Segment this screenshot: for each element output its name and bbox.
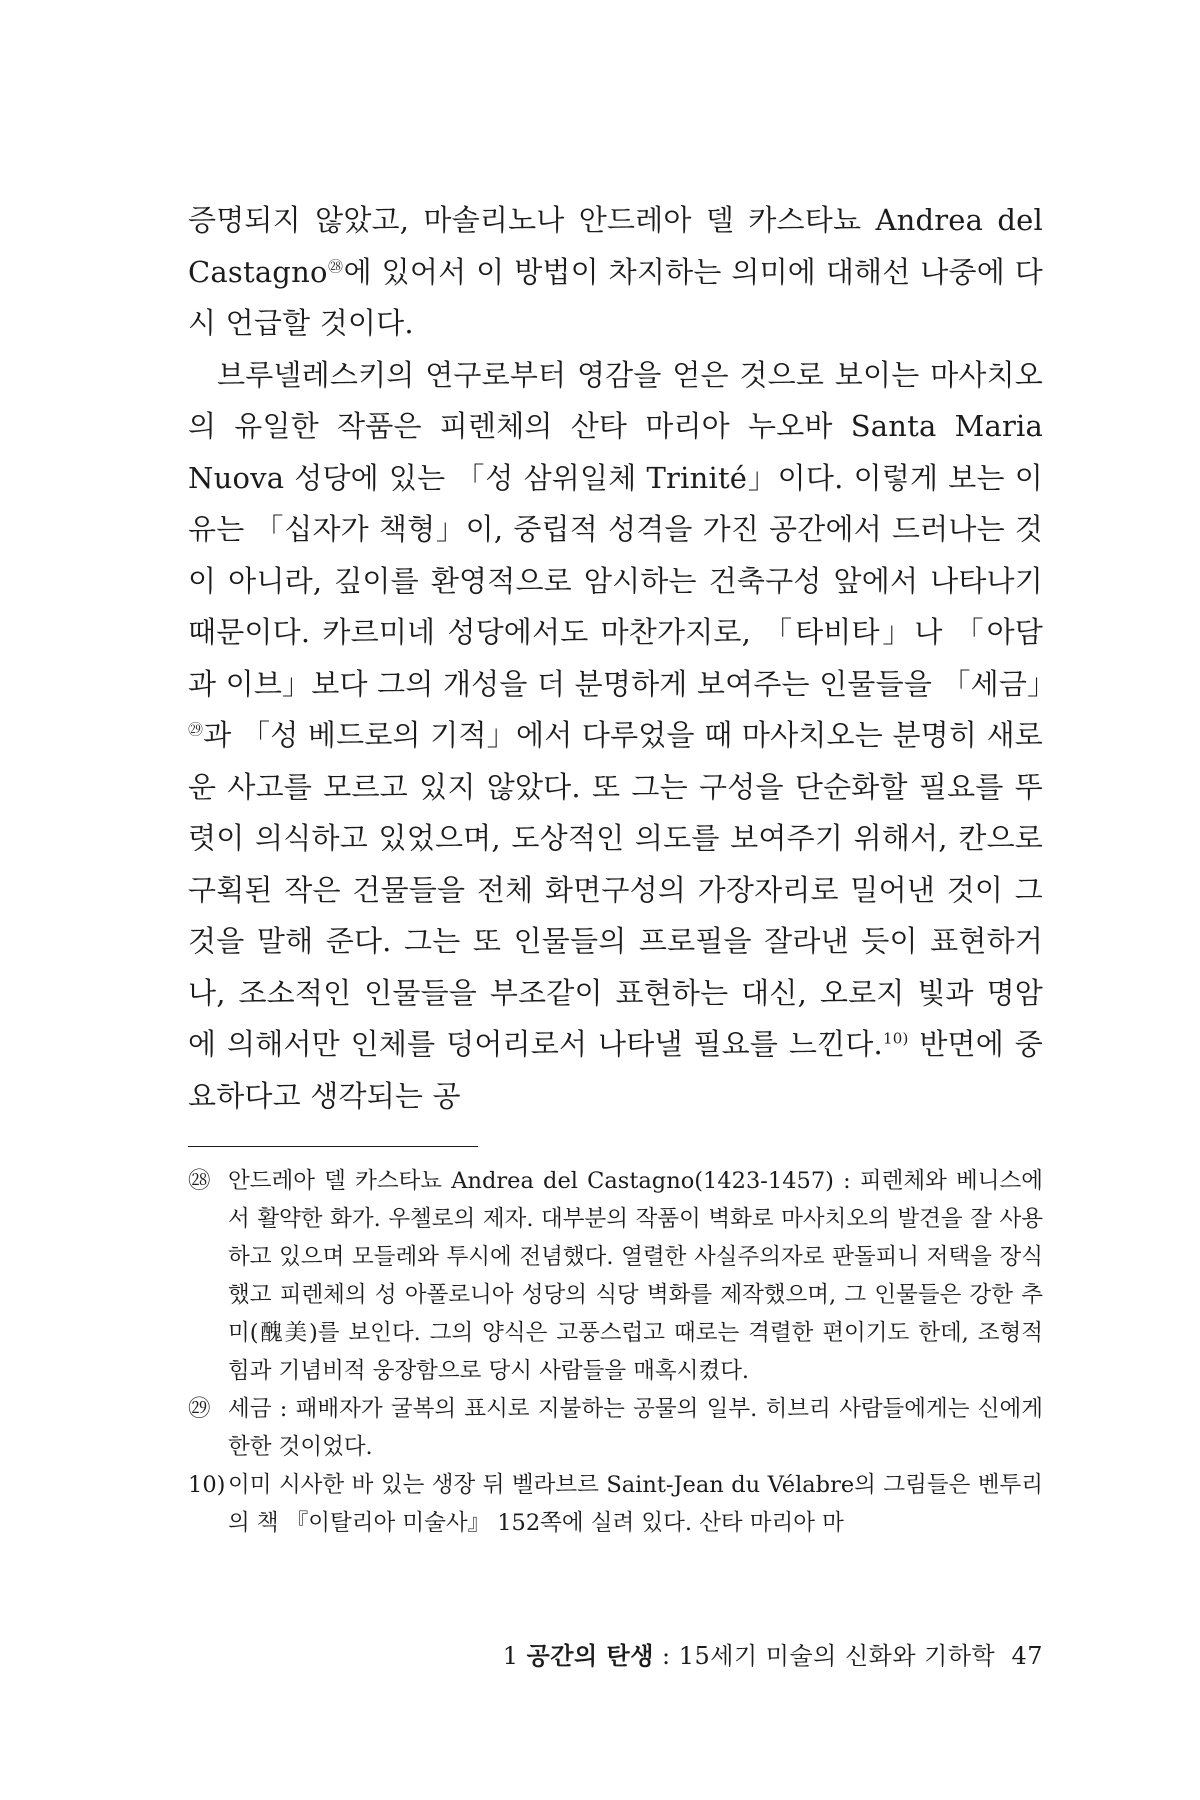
footnote-10	[188, 1466, 1043, 1542]
footnote-text: 세금 : 패배자가 굴복의 표시로 지불하는 공물의 일부. 히브리 사람들에게는 신에게 한한 것이었다.	[228, 1396, 1043, 1460]
footnote-text: 이미 시사한 바 있는 생장 뒤 벨라브르 Saint-Jean du Vélabre의 그림들은 벤투리의 책 『이탈리아 미술사』 152쪽에 실려 있다. 산타 마리아 마	[228, 1472, 1043, 1536]
footnote-ref-28[interactable]: ㉘	[327, 256, 344, 275]
running-footer	[503, 1636, 1043, 1671]
chapter-title: 공간의 탄생	[526, 1641, 654, 1670]
footnote-29	[188, 1390, 1043, 1466]
footnote-mark: ㉙	[188, 1396, 211, 1422]
footnote-text: 안드레아 델 카스타뇨 Andrea del Castagno(1423-1457) : 피렌체와 베니스에서 활약한 화가. 우첼로의 제자. 대부분의 작품이 벽화로 마사치오의 발견을 잘 사용하고 있으며 모들레와 투시에 전념했다. 열렬한 사실주의자로 판돌피니 저택을 장식했고 피렌체의 성 아폴로니아 성당의 식당 벽화를 제작했으며, 그 인물들은 강한 추미(醜美)를 보인다. 그의 양식은 고풍스럽고 때로는 격렬한 편이기도 한데, 조형적 힘과 기념비적 웅장함으로 당시 사람들을 매혹시켰다.	[228, 1168, 1043, 1384]
page-number: 47	[1011, 1642, 1043, 1670]
footnote-ref-29[interactable]: ㉙	[188, 720, 204, 739]
footnote-mark: 10)	[188, 1472, 226, 1498]
footnote-mark: ㉘	[188, 1168, 211, 1194]
footnotes	[188, 1162, 1043, 1542]
body-text	[188, 195, 1057, 1122]
paragraph-1: 증명되지 않았고, 마솔리노나 안드레아 델 카스타뇨 Andrea del Castagno$^㉘$에 있어서 이 방법이 차지하는 의미에 대해선 나중에 다시 언급할 것이다.	[188, 203, 1043, 340]
chapter-number: 1	[502, 1642, 519, 1670]
chapter-subtitle: : 15세기 미술의 신화와 기하학	[653, 1642, 996, 1670]
footnote-divider	[188, 1146, 478, 1147]
paragraph-2: 브루넬레스키의 연구로부터 영감을 얻은 것으로 보이는 마사치오의 유일한 작품은 피렌체의 산타 마리아 누오바 Santa Maria Nuova 성당에 있는 「성 삼위일체 Trinité」이다. 이렇게 보는 이유는 「십자가 책형」이, 중립적 성격을 가진 공간에서 드러나는 것이 아니라, 깊이를 환영적으로 암시하는 건축구성 앞에서 나타나기 때문이다. 카르미네 성당에서도 마찬가지로, 「타비타」나 「아담과 이브」보다 그의 개성을 더 분명하게 보여주는 인물들을 「세금」$^㉙$과 「성 베드로의 기적」에서 다루었을 때 마사치오는 분명히 새로운 사고를 모르고 있지 않았다. 또 그는 구성을 단순화할 필요를 뚜렷이 의식하고 있었으며, 도상적인 의도를 보여주기 위해서, 칸으로 구획된 작은 건물들을 전체 화면구성의 가장자리로 밀어낸 것이 그것을 말해 준다. 그는 또 인물들의 프로필을 잘라낸 듯이 표현하거나, 조소적인 인물들을 부조같이 표현하는 대신, 오로지 빛과 명암에 의해서만 인체를 덩어리로서 나타낼 필요를 느낀다.$^{10)}$ 반면에 중요하다고 생각되는 공	[188, 357, 1057, 1113]
footnote-ref-10[interactable]: 10)	[882, 1029, 909, 1048]
footnote-28	[188, 1162, 1043, 1390]
